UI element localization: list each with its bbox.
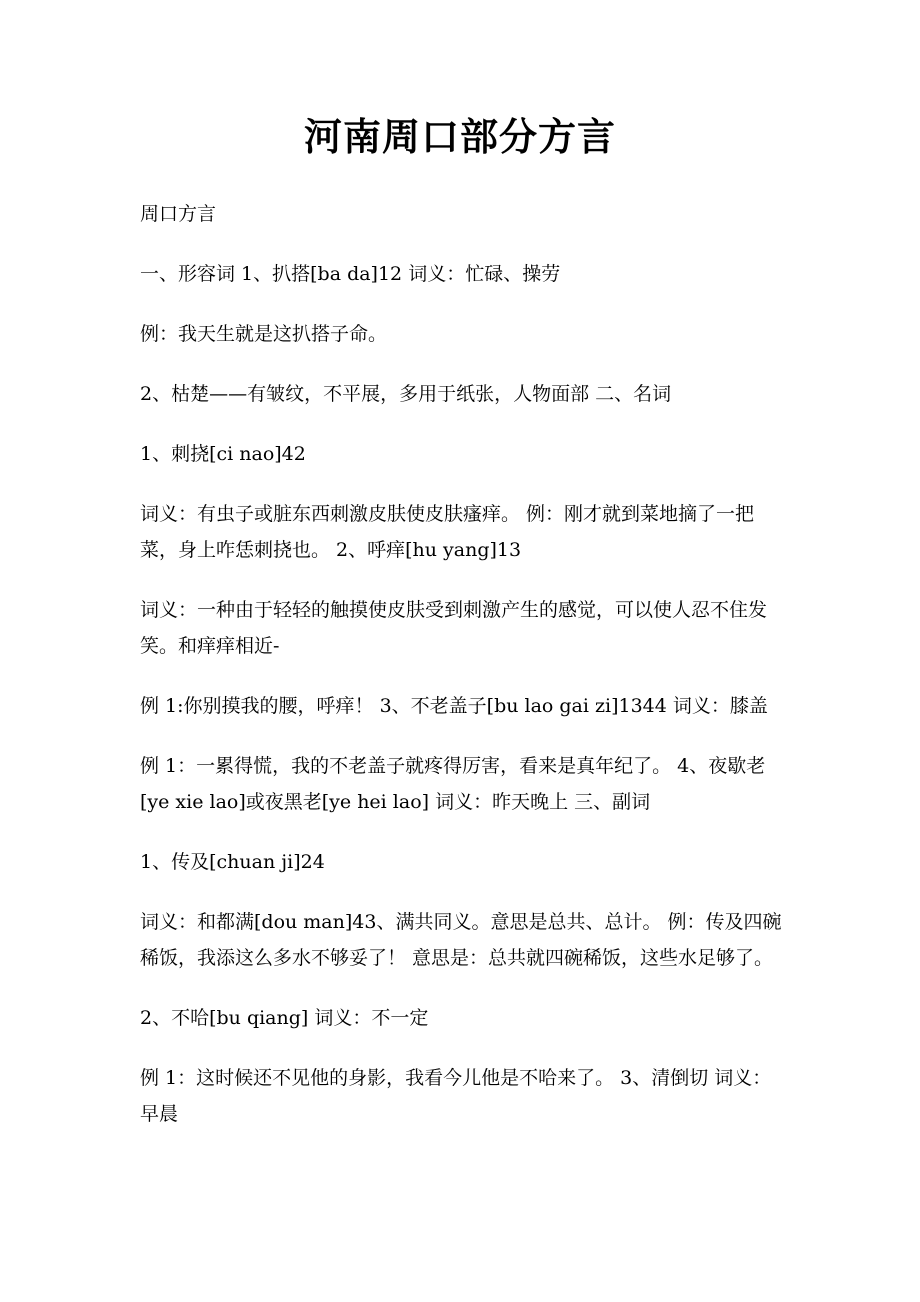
paragraph: 1、刺挠[ci nao]42: [140, 443, 306, 465]
paragraph: 2、枯楚——有皱纹，不平展，多用于纸张，人物面部 二、名词: [140, 383, 672, 405]
document-body: [140, 196, 788, 1156]
paragraph: 例 1：一累得慌，我的不老盖子就疼得厉害，看来是真年纪了。 4、夜歇老[ye xie lao]或夜黑老[ye hei lao] 词义：昨天晚上 三、副词: [140, 755, 766, 813]
paragraph: 词义：和都满[dou man]43、满共同义。意思是总共、总计。 例：传及四碗稀饭，我添这么多水不够妥了！ 意思是：总共就四碗稀饭，这些水足够了。: [140, 911, 782, 969]
paragraph: 一、形容词 1、扒搭[ba da]12 词义：忙碌、操劳: [140, 263, 561, 285]
paragraph-heading: 周口方言: [140, 203, 217, 225]
document-title: 河南周口部分方言: [303, 114, 616, 159]
paragraph: 2、不哈[bu qiang] 词义：不一定: [140, 1007, 429, 1029]
paragraph: 词义：有虫子或脏东西刺激皮肤使皮肤瘙痒。 例：刚才就到菜地摘了一把菜，身上咋恁刺挠也。 2、呼痒[hu yang]13: [140, 503, 755, 561]
paragraph: 例 1:你别摸我的腰，呼痒！ 3、不老盖子[bu lao gai zi]1344 词义：膝盖: [140, 695, 768, 717]
paragraph: 1、传及[chuan ji]24: [140, 851, 325, 873]
paragraph: 例：我天生就是这扒搭子命。: [140, 323, 388, 345]
paragraph: 词义：一种由于轻轻的触摸使皮肤受到刺激产生的感觉，可以使人忍不住发笑。和痒痒相近-: [140, 599, 768, 657]
paragraph: 例 1：这时候还不见他的身影，我看今儿他是不哈来了。 3、清倒切 词义：早晨: [140, 1067, 772, 1125]
